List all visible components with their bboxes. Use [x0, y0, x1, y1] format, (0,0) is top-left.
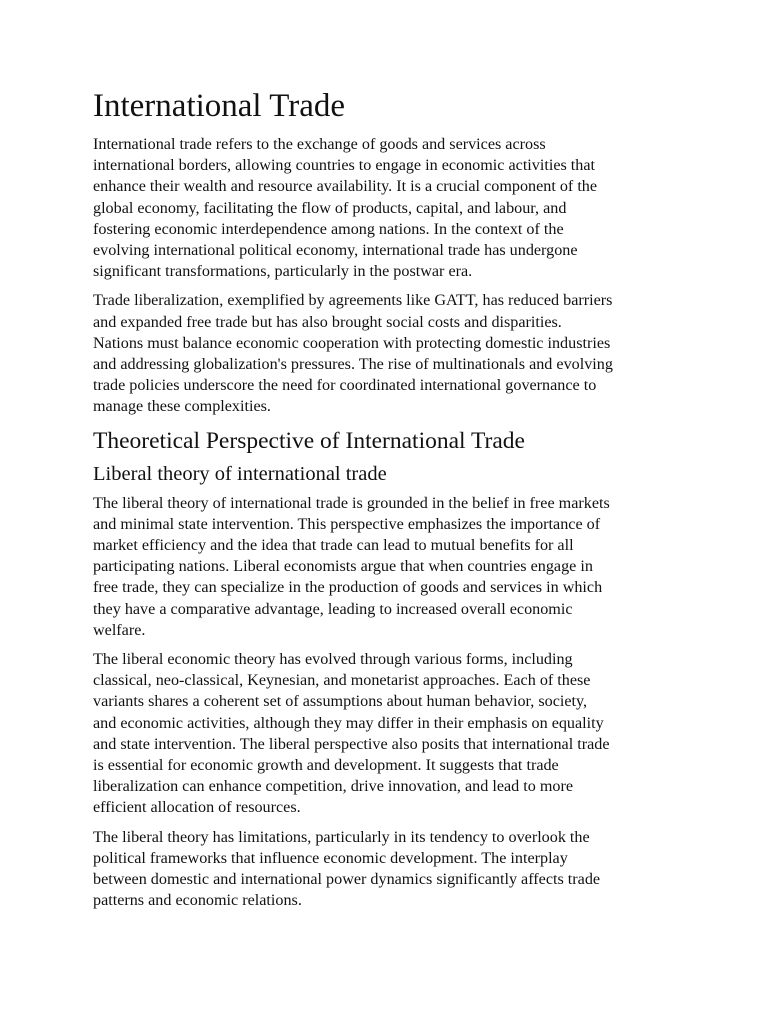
- body-paragraph-2: The liberal economic theory has evolved through various forms, including classical, neo-classical, Keynesian, and monetarist approaches. Each of these variants shares a coherent set of assumptions about human behavior, society, and economic activities, although they may differ in their emphasis on equality and state intervention. The liberal perspective also posits that international trade is essential for economic growth and development. It suggests that trade liberalization can enhance competition, drive innovation, and lead to more efficient allocation of resources.: [93, 651, 610, 817]
- page-title: International Trade: [93, 88, 346, 124]
- intro-paragraph-2: Trade liberalization, exemplified by agreements like GATT, has reduced barriers and expanded free trade but has also brought social costs and disparities. Nations must balance economic cooperation with protecting domestic industries and addressing globalization's pressures. The rise of multinationals and evolving trade policies underscore the need for coordinated international governance to manage these complexities.: [93, 292, 613, 416]
- body-paragraph-3: The liberal theory has limitations, particularly in its tendency to overlook the political frameworks that influence economic development. The interplay between domestic and international power dynamics significantly affects trade patterns and economic relations.: [93, 828, 601, 910]
- intro-paragraph-1: International trade refers to the exchange of goods and services across international borders, allowing countries to engage in economic activities that enhance their wealth and resource availability. It is a crucial component of the global economy, facilitating the flow of products, capital, and labour, and fostering economic interdependence among nations. In the context of the evolving international political economy, international trade has undergone significant transformations, particularly in the postwar era.: [93, 136, 598, 281]
- body-paragraph-1: The liberal theory of international trade is grounded in the belief in free markets and minimal state intervention. This perspective emphasizes the importance of market efficiency and the idea that trade can lead to mutual benefits for all participating nations. Liberal economists argue that when countries engage in free trade, they can specialize in the production of goods and services in which they have a comparative advantage, leading to increased overall economic welfare.: [93, 494, 610, 639]
- subsection-heading: Liberal theory of international trade: [93, 462, 387, 485]
- section-heading: Theoretical Perspective of International Trade: [93, 427, 525, 454]
- document-page: [93, 86, 683, 920]
